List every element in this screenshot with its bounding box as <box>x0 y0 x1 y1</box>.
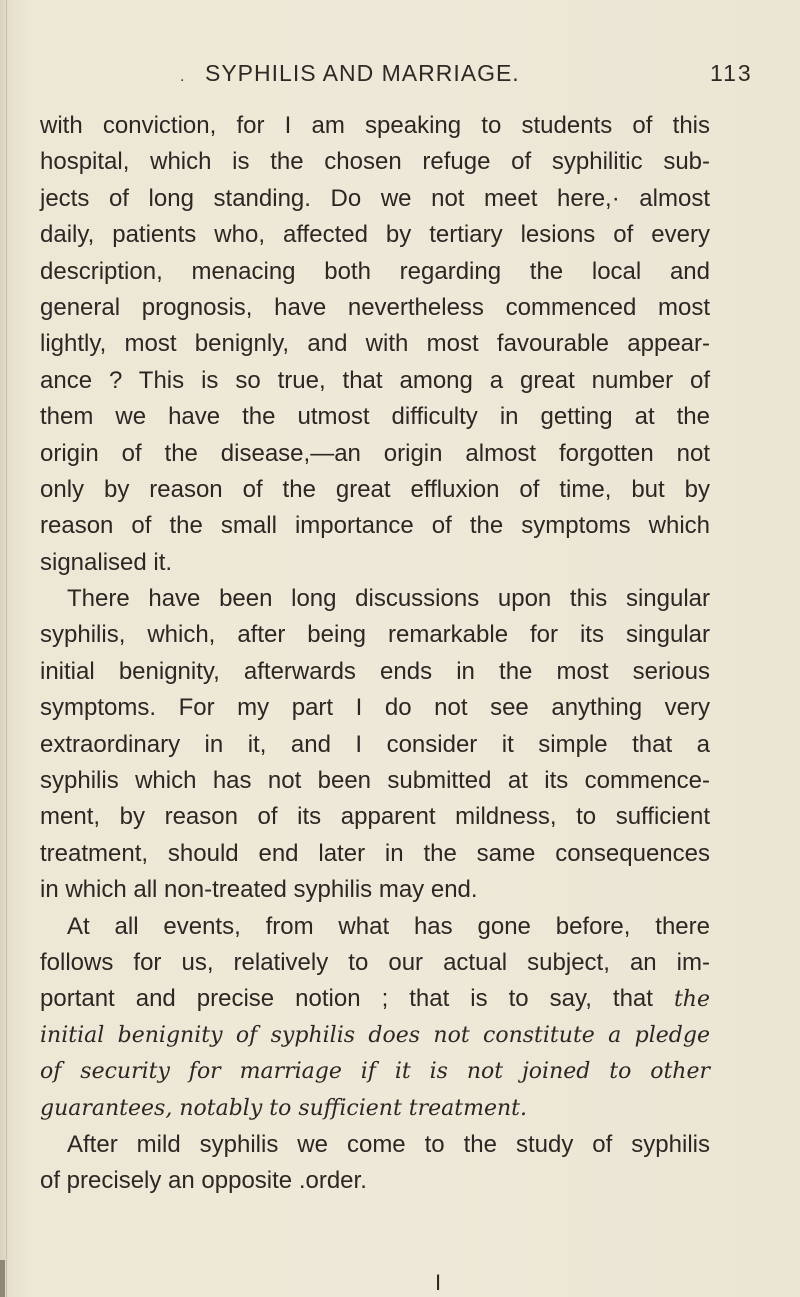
text-line: daily, patients who, affected by tertiary lesions of every <box>40 221 710 249</box>
text-line: lightly, most benignly, and with most favourable appear- <box>40 330 710 358</box>
text-line: them we have the utmost difficulty in getting at the <box>40 403 710 431</box>
text-line: ment, by reason of its apparent mildness, to sufficient <box>40 803 710 831</box>
text-line: signalised it. <box>40 548 173 576</box>
text-line: of precisely an opposite .order. <box>40 1167 367 1195</box>
text-line: extraordinary in it, and I consider it simple that a <box>40 730 710 758</box>
text-line: hospital, which is the chosen refuge of syphilitic sub- <box>40 148 710 176</box>
text-line: in which all non-treated syphilis may end. <box>40 876 478 904</box>
page-number: 113 <box>710 60 753 86</box>
text-line: general prognosis, have nevertheless commenced most <box>40 293 710 321</box>
text-line: ance ? This is so true, that among a great number of <box>40 366 710 394</box>
text-line: There have been long discussions upon this singular <box>67 585 710 613</box>
text-line: symptoms. For my part I do not see anything very <box>40 694 710 722</box>
text-line: origin of the disease,—an origin almost forgotten not <box>40 439 710 467</box>
header-mark: . <box>180 68 185 85</box>
running-title: SYPHILIS AND MARRIAGE. <box>205 60 520 86</box>
running-head <box>0 60 800 90</box>
italic-fragment: the <box>673 987 710 1013</box>
text-line <box>40 981 710 1017</box>
text-line: reason of the small importance of the symptoms which <box>40 512 710 540</box>
text-line: only by reason of the great effluxion of time, but by <box>40 475 710 503</box>
text-line: After mild syphilis we come to the study of syphilis <box>67 1130 710 1158</box>
italic-text-line: guarantees, notably to sufficient treatment. <box>40 1095 527 1121</box>
text-line: jects of long standing. Do we not meet here,· almost <box>40 184 710 212</box>
page-edge-rule <box>6 0 7 1297</box>
text-line: At all events, from what has gone before, there <box>67 912 710 940</box>
text-line: with conviction, for I am speaking to students of this <box>40 112 710 139</box>
text-fragment: portant and precise notion ; that is to say, that <box>40 985 653 1013</box>
text-line: initial benignity, afterwards ends in the most serious <box>40 657 710 685</box>
italic-text-line: of security for marriage if it is not joined to other <box>40 1059 710 1085</box>
italic-text-line: initial benignity of syphilis does not constitute a pledge <box>40 1022 710 1048</box>
text-line: syphilis, which, after being remarkable for its singular <box>40 621 710 649</box>
body-text <box>40 108 710 1200</box>
text-line: syphilis which has not been submitted at its commence- <box>40 767 710 795</box>
text-line: description, menacing both regarding the local and <box>40 257 710 285</box>
text-line: treatment, should end later in the same consequences <box>40 839 710 867</box>
text-line: follows for us, relatively to our actual subject, an im- <box>40 948 710 976</box>
page-corner-shadow <box>0 1260 5 1297</box>
signature-mark: I <box>435 1270 442 1295</box>
